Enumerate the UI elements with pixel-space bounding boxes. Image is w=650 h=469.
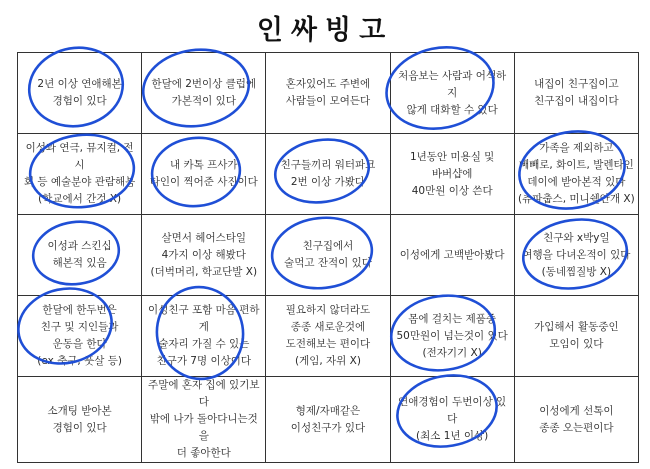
- bingo-cell[interactable]: 연애경험이 두번이상 있다 (최소 1년 이상): [390, 377, 514, 463]
- bingo-cell[interactable]: 이성과 스킨십 해본적 있음: [18, 215, 142, 296]
- bingo-row: [18, 134, 639, 215]
- bingo-cell[interactable]: 한달에 2번이상 클럽에 가본적이 있다: [142, 53, 266, 134]
- bingo-cell[interactable]: 이성에게 선톡이 종종 오는편이다: [514, 377, 638, 463]
- bingo-row: [18, 377, 639, 463]
- bingo-cell[interactable]: 가족을 제외하고 빼빼로, 화이트, 발렌타인 데이에 받아본적 있다 (츄파춥스, 미니쉘안개 X): [514, 134, 638, 215]
- bingo-row: [18, 53, 639, 134]
- bingo-cell[interactable]: 친구집에서 술먹고 잔적이 있다: [266, 215, 390, 296]
- bingo-cell[interactable]: 몸에 걸치는 제품중 50만원이 넘는것이 있다 (전자기기 X): [390, 296, 514, 377]
- bingo-cell[interactable]: 형제/자매같은 이성친구가 있다: [266, 377, 390, 463]
- bingo-cell[interactable]: 내 카톡 프사가 타인이 찍어준 사진이다: [142, 134, 266, 215]
- bingo-cell[interactable]: 이성과 연극, 뮤지컬, 전시 회 등 예술분야 관람해봄 (학교에서 간것 X): [18, 134, 142, 215]
- bingo-cell[interactable]: 친구들끼리 워터파크 2번 이상 가봤다: [266, 134, 390, 215]
- bingo-cell[interactable]: 소개팅 받아본 경험이 있다: [18, 377, 142, 463]
- bingo-cell[interactable]: 내집이 친구집이고 친구집이 내집이다: [514, 53, 638, 134]
- bingo-cell[interactable]: 1년동안 미용실 및 바버샵에 40만원 이상 쓴다: [390, 134, 514, 215]
- bingo-cell[interactable]: 주말에 혼자 집에 있기보다 밖에 나가 돌아다니는것을 더 좋아한다: [142, 377, 266, 463]
- bingo-cell[interactable]: 이성친구 포함 마음 편하게 술자리 가질 수 있는 친구가 7명 이상이다: [142, 296, 266, 377]
- bingo-cell[interactable]: 살면서 헤어스타일 4가지 이상 해봤다 (더벅머리, 학교단발 X): [142, 215, 266, 296]
- bingo-cell[interactable]: 친구와 x박y일 여행을 다녀온적이 있다 (동네찜질방 X): [514, 215, 638, 296]
- bingo-cell[interactable]: 가입해서 활동중인 모임이 있다: [514, 296, 638, 377]
- bingo-board: [17, 52, 639, 463]
- bingo-row: [18, 215, 639, 296]
- bingo-cell[interactable]: 처음보는 사람과 어색하지 않게 대화할 수 있다: [390, 53, 514, 134]
- bingo-row: [18, 296, 639, 377]
- bingo-cell[interactable]: 혼자있어도 주변에 사람들이 모여든다: [266, 53, 390, 134]
- bingo-cell[interactable]: 한달에 한두번은 친구 및 지인들과 운동을 한다 (ex 축구, 풋살 등): [18, 296, 142, 377]
- bingo-cell[interactable]: 필요하지 않더라도 종종 새로운것에 도전해보는 편이다 (게임, 자위 X): [266, 296, 390, 377]
- bingo-title: 인싸빙고: [256, 15, 394, 46]
- bingo-cell[interactable]: 이성에게 고백받아봤다: [390, 215, 514, 296]
- bingo-cell[interactable]: 2년 이상 연애해본 경험이 있다: [18, 53, 142, 134]
